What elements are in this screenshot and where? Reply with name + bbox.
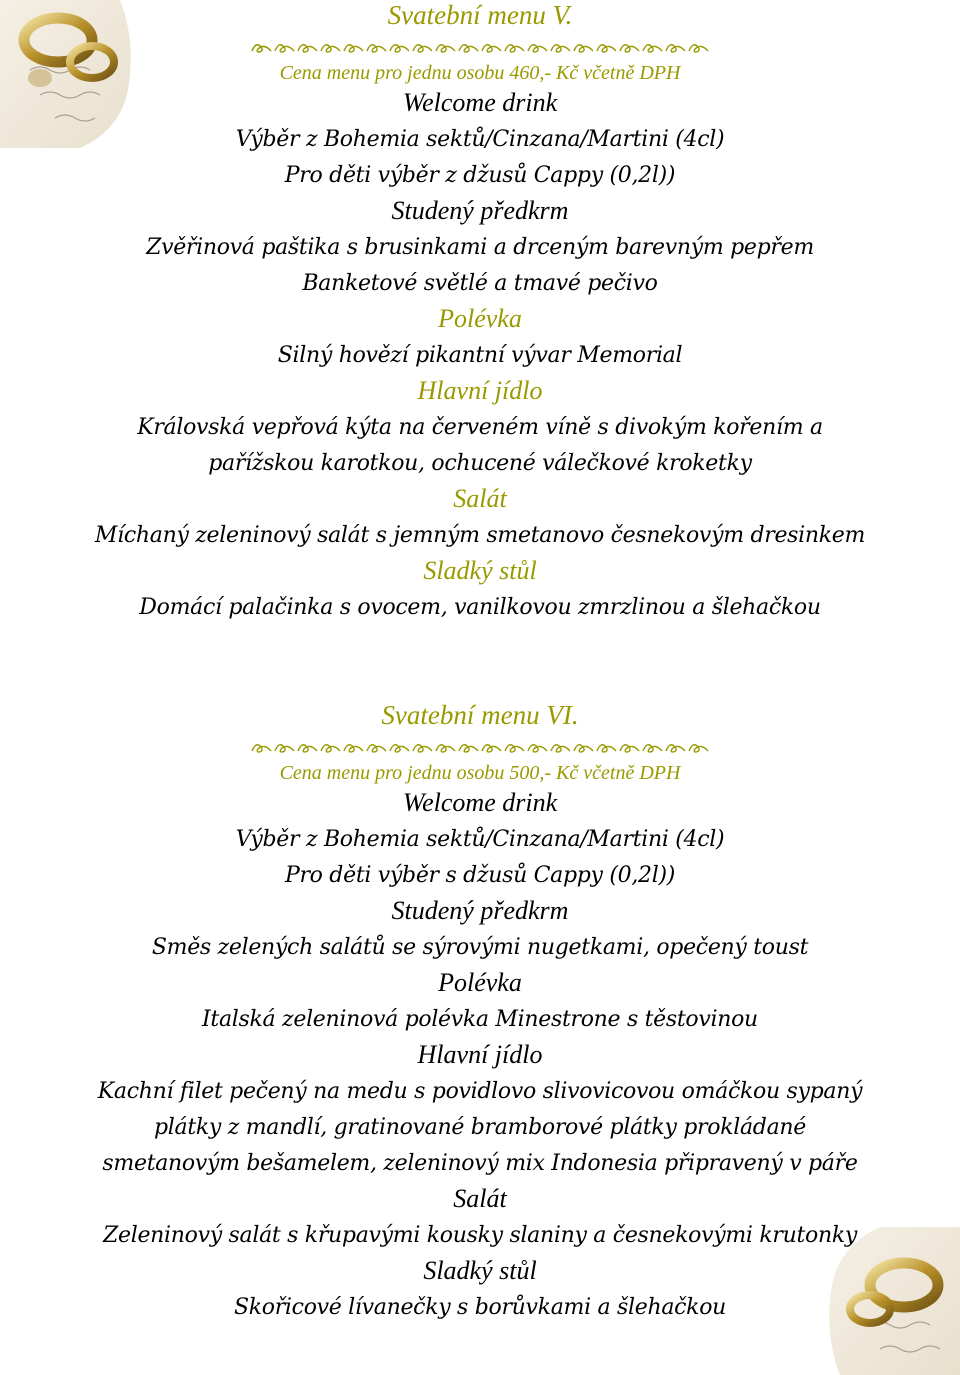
section-heading: Sladký stůl [423,556,537,585]
menu-item: plátky z mandlí, gratinované bramborové plátky prokládané [154,1115,806,1140]
menu-item: Silný hovězí pikantní vývar Memorial [277,343,683,368]
menu-item: Zeleninový salát s křupavými kousky slaniny a česnekovými krutonky [103,1223,857,1248]
menu-item: Výběr z Bohemia sektů/Cinzana/Martini (4cl) [235,127,725,152]
menu-item: Zvěřinová paštika s brusinkami a drceným barevným pepřem [146,235,814,260]
section-heading: Welcome drink [402,788,558,817]
section-heading: Welcome drink [402,88,558,117]
menu-item: Domácí palačinka s ovocem, vanilkovou zmrzlinou a šlehačkou [139,595,821,620]
menu-title: Svatební menu VI. [381,700,579,730]
menu-item: pařížskou karotkou, ochucené válečkové kroketky [208,451,752,476]
menu-item: Pro děti výběr z džusů Cappy (0,2l)) [284,163,676,188]
menu-item: Královská vepřová kýta na červeném víně s divokým kořením a [137,415,823,440]
menu-item: Výběr z Bohemia sektů/Cinzana/Martini (4cl) [235,827,725,852]
section-heading: Sladký stůl [423,1256,537,1285]
section-heading: Studený předkrm [391,896,569,925]
menu-item: Směs zelených salátů se sýrovými nugetkami, opečený toust [151,935,809,960]
menu-item: Pro děti výběr s džusů Cappy (0,2l)) [284,863,676,888]
section-heading: Salát [453,1184,507,1213]
menu-item: Kachní filet pečený na medu s povidlovo slivovicovou omáčkou sypaný [97,1079,863,1104]
menu-item: Banketové světlé a tmavé pečivo [302,271,658,296]
section-heading: Hlavní jídlo [417,376,543,405]
section-heading: Hlavní jídlo [417,1040,543,1069]
menu-price: Cena menu pro jednu osobu 500,- Kč včetně DPH [279,762,681,784]
section-heading: Studený předkrm [391,196,569,225]
swirl-divider-icon [250,739,710,755]
menu-title: Svatební menu V. [387,0,573,30]
wedding-menu-vi [0,700,960,1326]
section-heading: Salát [453,484,507,513]
section-heading: Polévka [438,968,522,997]
flourish-divider [0,734,960,760]
menu-price: Cena menu pro jednu osobu 460,- Kč včetně DPH [279,62,681,84]
menu-item: smetanovým bešamelem, zeleninový mix Indonesia připravený v páře [102,1151,858,1176]
swirl-divider-icon [250,39,710,55]
wedding-menu-v [0,0,960,626]
menu-item: Italská zeleninová polévka Minestrone s těstovinou [202,1007,758,1032]
menu-item: Skořicové lívanečky s borůvkami a šlehačkou [233,1295,727,1320]
section-heading: Polévka [438,304,522,333]
menu-item: Míchaný zeleninový salát s jemným smetanovo česnekovým dresinkem [94,523,866,548]
flourish-divider [0,34,960,60]
